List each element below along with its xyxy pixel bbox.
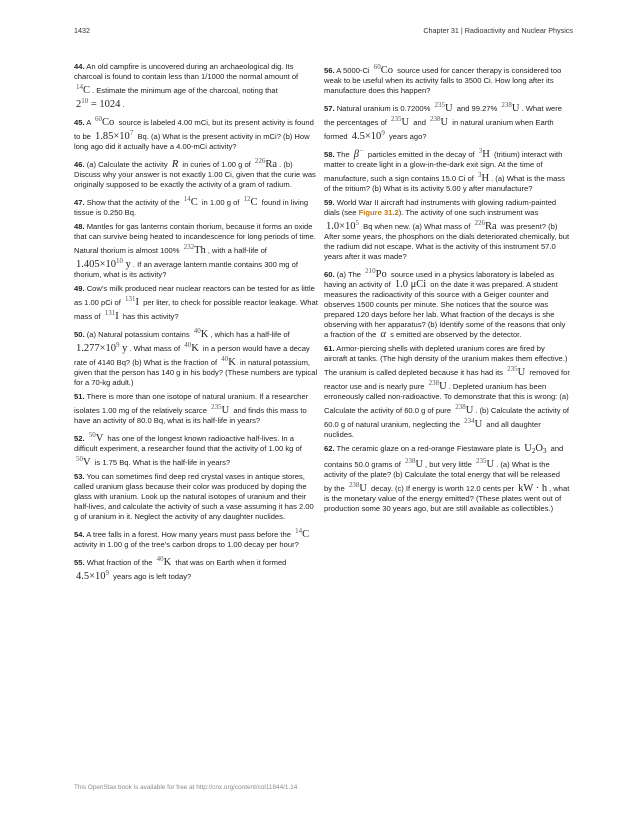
- isotope-u235: $^{235}$U: [507, 365, 526, 378]
- chapter-header: Chapter 31 | Radioactivity and Nuclear Physics: [423, 26, 573, 35]
- problem-text: . (b) Discuss why your answer is not exactly 1.00 Ci, given that the curie was originally supposed to be exactly the activity of a gram of radium.: [74, 160, 316, 189]
- isotope-i131: $^{131}$I: [104, 309, 119, 322]
- problem-text: Mantles for gas lanterns contain thorium, because it forms an oxide that can survive being heated to incandescence for long periods of time. Natural thorium is almost 100%: [74, 222, 316, 255]
- value-half-life: $1.405\times 10^{10}$ y: [76, 257, 131, 270]
- left-column: [74, 62, 318, 586]
- problem-text: . (a) What is the mass of the tritium? (b) What is its activity 5.00 y after manufacture?: [324, 174, 565, 193]
- problem-number: 46.: [74, 160, 85, 169]
- problem-number: 52.: [74, 434, 85, 443]
- problem-text: What fraction of the: [86, 558, 153, 567]
- isotope-ra226: $^{226}$Ra: [254, 157, 278, 170]
- problem-text: The ceramic glaze on a red-orange Fiestaware plate is: [336, 444, 521, 453]
- problem-44: [74, 62, 318, 110]
- problem-text: (a) Calculate the activity: [86, 160, 168, 169]
- problem-53: [74, 472, 318, 522]
- isotope-co60: $^{60}$Co: [95, 115, 115, 128]
- problem-text: and contains 50.0 grams of: [324, 444, 564, 469]
- problem-text: .: [122, 100, 125, 109]
- problem-number: 59.: [324, 198, 335, 207]
- isotope-v50: $^{50}$V: [76, 455, 91, 468]
- problem-number: 54.: [74, 530, 85, 539]
- symbol-beta-minus: β−: [353, 147, 364, 160]
- value-age: $4.5\times 10^9$: [76, 569, 110, 582]
- page-number: 1432: [74, 26, 90, 35]
- problem-number: 57.: [324, 104, 335, 113]
- problem-text: World War II aircraft had instruments with glowing radium-painted dials (see: [324, 198, 557, 217]
- problem-number: 47.: [74, 198, 85, 207]
- problem-text: on the date it was prepared. A student measures the radioactivity of this source with a Geiger counter and observes 1500 counts per minute. She notices that the source was prepared 120 days before her lab. What fraction of the decays is she observing with her apparatus? (b) Identify some of the reasons that only a fraction of the: [324, 280, 566, 339]
- problem-text: and all daughter nuclides.: [324, 420, 541, 439]
- value-age: $4.5\times 10^9$: [351, 129, 385, 142]
- problem-text: . Estimate the minimum age of the charcoal, noting that: [92, 86, 278, 95]
- problem-number: 49.: [74, 284, 85, 293]
- right-column: [324, 62, 570, 518]
- isotope-i131: $^{131}$I: [124, 295, 139, 308]
- problem-text: An old campfire is uncovered during an archaeological dig. Its charcoal is found to contain less than 1/1000 the normal amount of: [74, 62, 299, 81]
- value-activity: $1.85\times 10^7$: [95, 129, 134, 142]
- unit-kwh: kW · h: [518, 483, 548, 494]
- isotope-u234: $^{234}$U: [464, 417, 483, 430]
- problem-text: is 1.75 Bq. What is the half-life in years?: [94, 458, 231, 467]
- problem-text: source is labeled 4.00 mCi, but its present activity is found to be: [74, 118, 314, 141]
- problem-50: [74, 326, 318, 388]
- problem-number: 45.: [74, 118, 85, 127]
- symbol-r: R: [171, 159, 179, 170]
- problem-number: 48.: [74, 222, 85, 231]
- problem-number: 56.: [324, 66, 335, 75]
- problem-text: . If an average lantern mantle contains 300 mg of thorium, what is its activity?: [74, 260, 298, 279]
- problem-49: [74, 284, 318, 322]
- isotope-u238: $^{238}$U: [455, 403, 474, 416]
- problem-text: Natural uranium is 0.7200%: [336, 104, 431, 113]
- problem-text: , which has a half-life of: [210, 330, 290, 339]
- problem-text: source used for cancer therapy is considered too weak to be useful when its activity falls to 3500 Ci. How long after its manufacture does this happen?: [324, 66, 562, 95]
- isotope-u235: $^{235}$U: [211, 403, 230, 416]
- problem-56: [324, 62, 570, 96]
- problem-text: per liter, to check for possible reactor leakage. What mass of: [74, 298, 318, 321]
- isotope-k40: $^{40}$K: [193, 327, 209, 340]
- problem-number: 53.: [74, 472, 85, 481]
- problem-text: You can sometimes find deep red crystal vases in antique stores, called uranium glass because their color was produced by doping the glass with uranium. Look up the natural isotopes of uranium and their half-lives, and calculate the activity of such a vase assuming it has 2.00 g of uranium in it. Neglect the activity of any daughter nuclides.: [74, 472, 314, 521]
- problem-text: ). The activity of one such instrument was: [398, 208, 539, 217]
- problem-number: 55.: [74, 558, 85, 567]
- value-activity: $1.0\times 10^5$: [326, 219, 360, 232]
- problem-text: (tritium) interact with matter to create light in a glow-in-the-dark exit sign. At the time of manufacture, such a sign contains 15.0 Ci of: [324, 150, 563, 183]
- isotope-co60: $^{60}$Co: [373, 63, 394, 76]
- isotope-h3: $^3$H: [477, 171, 490, 184]
- isotope-u238: $^{238}$U: [348, 481, 367, 494]
- problem-text: A tree falls in a forest. How many years must pass before the: [86, 530, 291, 539]
- isotope-h3: $^3$H: [478, 147, 490, 160]
- problem-text: . (b) Calculate the activity of 60.0 g of natural uranium, neglecting the: [324, 406, 569, 429]
- problem-text: , but very little: [425, 460, 472, 469]
- problem-text: Armor-piercing shells with depleted uranium cores are fired by aircraft at tanks. (The high density of the uranium makes them effective.) The uranium is called depleted because it has had its: [324, 344, 568, 377]
- problem-number: 50.: [74, 330, 85, 339]
- problem-text: source used in a physics laboratory is labeled as having an activity of: [324, 270, 555, 289]
- problem-text: (a) Natural potassium contains: [86, 330, 190, 339]
- problem-text: particles emitted in the decay of: [367, 150, 475, 159]
- isotope-po210: $^{210}$Po: [365, 267, 387, 280]
- isotope-c14: $^{14}$C: [183, 195, 198, 208]
- symbol-alpha: α: [380, 329, 386, 340]
- problem-number: 62.: [324, 444, 335, 453]
- isotope-u238: $^{238}$U: [428, 379, 447, 392]
- value-half-life: $1.277\times 10^9$ y: [76, 341, 128, 354]
- figure-link[interactable]: Figure 31.2: [358, 208, 399, 217]
- isotope-u235: $^{235}$U: [391, 115, 410, 128]
- problem-text: s emitted are observed by the detector.: [390, 330, 522, 339]
- problem-text: years ago?: [388, 132, 427, 141]
- problem-text: and finds this mass to have an activity of 80.0 Bq, what is its half-life in years?: [74, 406, 307, 425]
- problem-62: [324, 444, 570, 514]
- problem-text: and 99.27%: [456, 104, 498, 113]
- problem-48: [74, 222, 318, 280]
- problem-text: , what is the monetary value of the energy emitted? (These plates went out of production some 30 years ago, but are still available as collectibles.): [324, 484, 570, 513]
- problem-47: [74, 194, 318, 218]
- isotope-th232: $^{232}$Th: [183, 243, 206, 256]
- isotope-c12: $^{12}$C: [243, 195, 258, 208]
- problem-text: years ago is left today?: [113, 572, 192, 581]
- isotope-k40: $^{40}$K: [184, 341, 199, 354]
- formula-u2o3: $U_2O_3$: [524, 443, 547, 455]
- problem-number: 60.: [324, 270, 335, 279]
- problem-text: and: [413, 118, 426, 127]
- problem-text: . Depleted uranium has been erroneously called non-radioactive. To demonstrate that this is wrong: (a) Calculate the activity of 60.0 g of pure: [324, 382, 569, 415]
- problem-number: 61.: [324, 344, 335, 353]
- problem-61: [324, 344, 570, 440]
- problem-text: Show that the activity of the: [86, 198, 180, 207]
- problem-text: found in living tissue is 0.250 Bq.: [74, 198, 309, 217]
- problem-55: [74, 554, 318, 582]
- problem-text: has one of the longest known radioactive half-lives. In a difficult experiment, a researcher found that the activity of 1.00 kg of: [74, 434, 302, 453]
- isotope-u238: $^{238}$U: [404, 457, 424, 470]
- problem-51: [74, 392, 318, 426]
- problem-text: . (a) What is the activity of the plate? (b) Calculate the total energy that will be released by the: [324, 460, 560, 493]
- problem-text: Bq. (a) What is the present activity in mCi? (b) How long ago did it actually have a 4.00-mCi activity?: [74, 132, 310, 151]
- problem-text: in 1.00 g of: [201, 198, 240, 207]
- problem-text: . What mass of: [129, 344, 181, 353]
- problem-text: Bq when new. (a) What mass of: [363, 222, 471, 231]
- problem-text: was present? (b) After some years, the phosphors on the dials deteriorated chemically, but the radium did not escape. What is the activity of this instrument 57.0 years after it was made?: [324, 222, 570, 261]
- problem-text: , with a half-life of: [207, 246, 267, 255]
- isotope-u238: $^{238}$U: [430, 115, 449, 128]
- isotope-k40: $^{40}$K: [221, 355, 236, 368]
- problem-number: 51.: [74, 392, 85, 401]
- problem-text: in a person would have a decay rate of 4140 Bq? (b) What is the fraction of: [74, 344, 310, 367]
- problem-text: decay. (c) If energy is worth 12.0 cents per: [371, 484, 514, 493]
- footer-attribution: This OpenStax book is available for free at http://cnx.org/content/col11844/1.14: [74, 784, 298, 791]
- problem-text: that was on Earth when it formed: [175, 558, 287, 567]
- problem-text: A: [86, 118, 91, 127]
- problem-number: 58.: [324, 150, 335, 159]
- problem-57: [324, 100, 570, 142]
- value-activity: 1.0 μCi: [394, 279, 427, 290]
- equation-2-10: $2^{10} = 1024$: [76, 97, 121, 110]
- isotope-u235: $^{235}$U: [434, 101, 453, 114]
- problem-text: . What were the percentages of: [324, 104, 563, 127]
- problem-text: in curies of 1.00 g of: [182, 160, 251, 169]
- problem-58: [324, 146, 570, 194]
- isotope-u238: $^{238}$U: [501, 101, 520, 114]
- isotope-v50: $^{50}$V: [88, 431, 104, 444]
- problem-text: activity in 1.00 g of the tree’s carbon drops to 1.00 decay per hour?: [74, 540, 299, 549]
- isotope-u235: $^{235}$U: [476, 457, 495, 470]
- problem-text: A 5000-Ci: [336, 66, 370, 75]
- problem-59: [324, 198, 570, 262]
- isotope-c14: $^{14}$C: [76, 83, 91, 96]
- problem-text: There is more than one isotope of natural uranium. If a researcher isolates 1.00 mg of the relatively scarce: [74, 392, 309, 415]
- problem-text: in natural potassium, given that the person has 140 g in his body? (These numbers are typical for a 70-kg adult.): [74, 358, 318, 387]
- problem-46: [74, 156, 318, 190]
- problem-60: [324, 266, 570, 340]
- problem-52: [74, 430, 318, 468]
- problem-text: Cow’s milk produced near nuclear reactors can be tested for as little as 1.00 pCi of: [74, 284, 315, 307]
- problem-number: 44.: [74, 62, 85, 71]
- problem-text: The: [336, 150, 350, 159]
- problem-text: removed for reactor use and is nearly pure: [324, 368, 570, 391]
- isotope-c14: $^{14}$C: [295, 527, 310, 540]
- isotope-k40: $^{40}$K: [156, 555, 172, 568]
- problem-text: (a) The: [336, 270, 362, 279]
- problem-54: [74, 526, 318, 550]
- isotope-ra226: $^{226}$Ra: [474, 219, 497, 232]
- problem-text: has this activity?: [122, 312, 179, 321]
- problem-45: [74, 114, 318, 152]
- problem-text: in natural uranium when Earth formed: [324, 118, 554, 141]
